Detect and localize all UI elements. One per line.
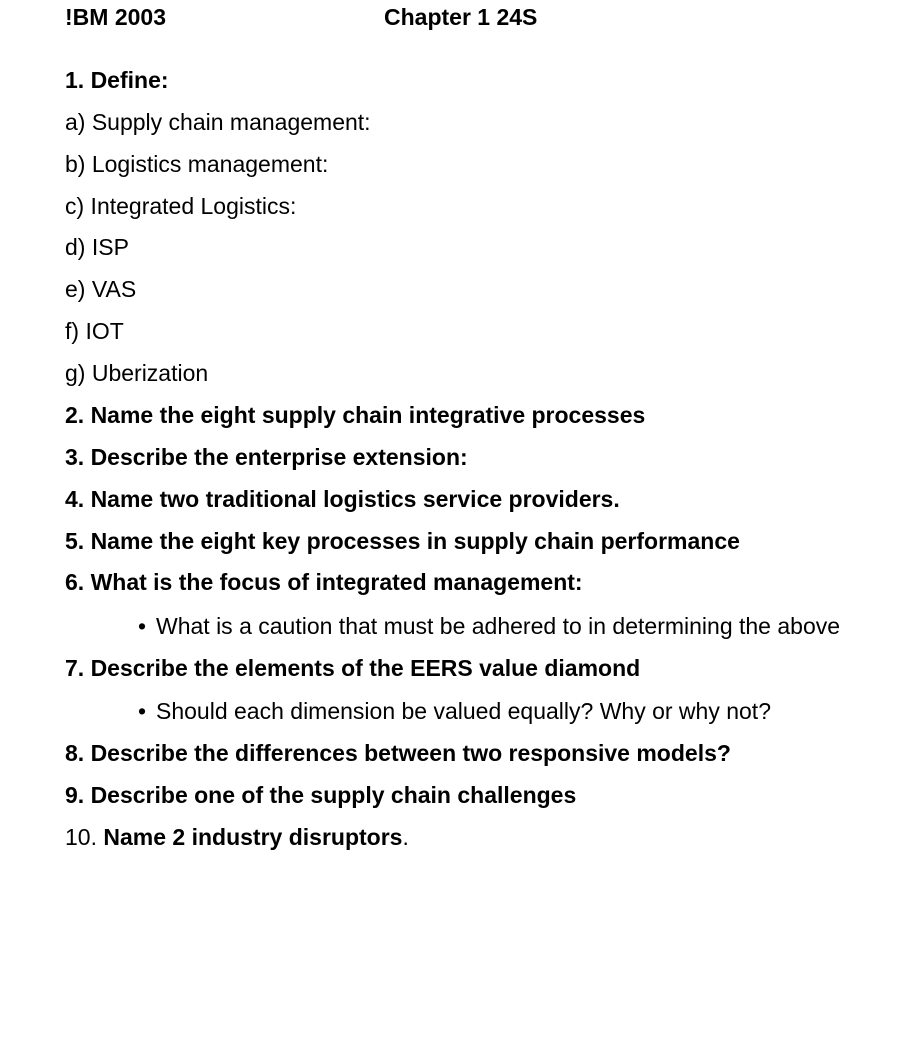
bullet-icon: • <box>138 698 147 724</box>
question-10 <box>65 822 409 852</box>
document-header <box>65 4 865 34</box>
define-item-f: f) IOT <box>65 318 124 344</box>
question-9: 9. Describe one of the supply chain challenges <box>65 782 577 808</box>
define-item-d: d) ISP <box>65 234 129 260</box>
chapter-title: Chapter 1 24S <box>384 4 538 30</box>
question-7-bullet-text: Should each dimension be valued equally? Why or why not? <box>156 698 771 724</box>
question-10-text: Name 2 industry disruptors <box>103 824 403 850</box>
question-3: 3. Describe the enterprise extension: <box>65 444 468 470</box>
question-7: 7. Describe the elements of the EERS value diamond <box>65 655 641 681</box>
question-5: 5. Name the eight key processes in supply chain performance <box>65 528 740 554</box>
question-6-bullet-text: What is a caution that must be adhered to in determining the above <box>156 613 841 639</box>
question-8: 8. Describe the differences between two responsive models? <box>65 740 731 766</box>
question-10-period: . <box>402 824 409 850</box>
bullet-icon: • <box>138 613 147 639</box>
define-item-e: e) VAS <box>65 276 137 302</box>
question-10-number: 10. <box>65 824 104 850</box>
question-6-bullet <box>138 611 840 641</box>
define-item-b: b) Logistics management: <box>65 151 329 177</box>
question-6: 6. What is the focus of integrated management: <box>65 569 583 595</box>
question-1-title: 1. Define: <box>65 67 169 93</box>
define-item-c: c) Integrated Logistics: <box>65 193 297 219</box>
define-item-a: a) Supply chain management: <box>65 109 371 135</box>
question-4: 4. Name two traditional logistics service providers. <box>65 486 620 512</box>
define-item-g: g) Uberization <box>65 360 209 386</box>
course-code: !BM 2003 <box>65 4 166 30</box>
question-2: 2. Name the eight supply chain integrative processes <box>65 402 646 428</box>
question-7-bullet <box>138 696 771 726</box>
